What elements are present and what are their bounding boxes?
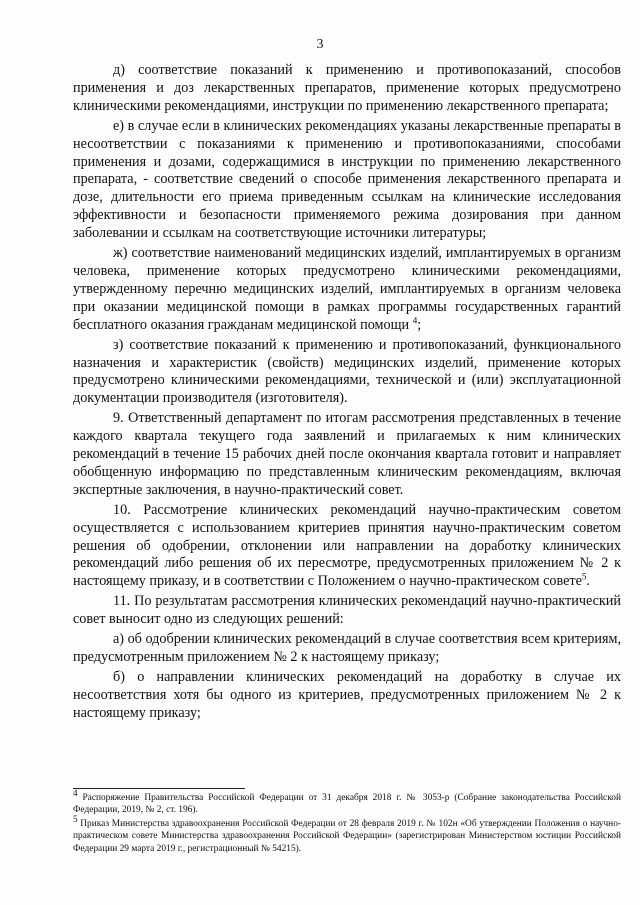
paragraph-zh: [73, 245, 621, 335]
footnote-5-text: Приказ Министерства здравоохранения Российской Федерации от 28 февраля 2019 г. № 102н «Об утверждении Положения о научно-практическом совете Министерства здравоохранения Российской Федерации» (зарегистрирован Министерством юстиции Российской Федерации 29 марта 2019 г., регистрационный № 54215).: [73, 818, 622, 854]
paragraph-zh-text: ж) соответствие наименований медицинских изделий, имплантируемых в организм человека, применение которых предусмотрено клиническими рекомендациями, утвержденному перечню медицинских изделий, имплантируемых в организм человека при оказании медицинской помощи в рамках программы государственных гарантий бесплатного оказания гражданам медицинской помощи: [73, 245, 621, 333]
paragraph-e-text: е) в случае если в клинических рекомендациях указаны лекарственные препараты в несоответствии с показаниями к применению и противопоказаниями, способами применения и дозами, содержащимися в инструкции по применению лекарственного препарата, - соответствие сведений о способе применения лекарственного препарата и дозе, длительности его приема приведенным ссылкам на клинические исследования эффективности и безопасности применяемого режима дозирования при данном заболевании и ссылкам на соответствующие источники литературы;: [73, 117, 621, 242]
footnote-ref-5: 5: [581, 571, 587, 582]
paragraph-b-text: б) о направлении клинических рекомендаций на доработку в случае их несоответствия хотя бы одного из критериев, предусмотренных приложением № 2 к настоящему приказу;: [73, 668, 621, 721]
footnote-divider: [73, 788, 245, 789]
paragraph-e: [73, 118, 621, 243]
footnotes: [73, 787, 622, 856]
footnote-4-text: Распоряжение Правительства Российской Федерации от 31 декабря 2018 г. № 3053-р (Собрание законодательства Российской Федерации, 2019, № 2, ст. 196).: [73, 793, 621, 816]
paragraph-9: [73, 410, 621, 500]
footnote-mark-5: 5: [73, 813, 78, 824]
footnote-4: [73, 787, 621, 817]
paragraph-d-text: д) соответствие показаний к применению и противопоказаний, способов применения и доз лекарственных препаратов, применение которых предусмотрено клиническими рекомендациями, инструкции по применению лекарственного препарата;: [73, 62, 621, 114]
paragraph-b: [73, 669, 621, 723]
footnote-mark-4: 4: [73, 787, 78, 798]
paragraph-9-text: 9. Ответственный департамент по итогам рассмотрения представленных в течение каждого квартала текущего года заявлений и прилагаемых к ним клинических рекомендаций в течение 15 рабочих дней после окончания квартала готовит и направляет обобщенную информацию по представленным клиническим рекомендациям, включая экспертные заключения, в научно-практический совет.: [73, 410, 621, 498]
paragraph-10-tail: .: [586, 573, 590, 590]
paragraph-10: [73, 502, 621, 592]
paragraph-10-text: 10. Рассмотрение клинических рекомендаций научно-практическим советом осуществляется с использованием критериев принятия научно-практическим советом решения об одобрении, отклонении или направлении на доработку клинических рекомендаций либо решения об их пересмотре, предусмотренных приложением № 2 к настоящему приказу, и в соответствии с Положением о научно-практическом совете: [73, 501, 621, 590]
paragraph-z: [73, 337, 621, 409]
footnote-5: [73, 813, 622, 855]
paragraph-11: [73, 593, 621, 629]
paragraph-d: [73, 62, 621, 116]
paragraph-z-text: з) соответствие показаний к применению и противопоказаний, функционального назначения и характеристик (свойств) медицинских изделий, применение которых предусмотрено клиническими рекомендациями, технической и (или) эксплуатационной документации производителя (изготовителя).: [73, 336, 621, 407]
paragraph-zh-tail: ;: [417, 316, 422, 333]
paragraph-11-text: 11. По результатам рассмотрения клинических рекомендаций научно-практический совет выносит одно из следующих решений:: [73, 593, 621, 628]
page-number: 3: [316, 37, 324, 52]
paragraph-a: [73, 631, 621, 667]
paragraph-a-text: а) об одобрении клинических рекомендаций в случае соответствия всем критериям, предусмотренным приложением № 2 к настоящему приказу;: [73, 631, 621, 665]
document-body: [73, 62, 621, 725]
footnote-ref-4: 4: [412, 314, 418, 325]
